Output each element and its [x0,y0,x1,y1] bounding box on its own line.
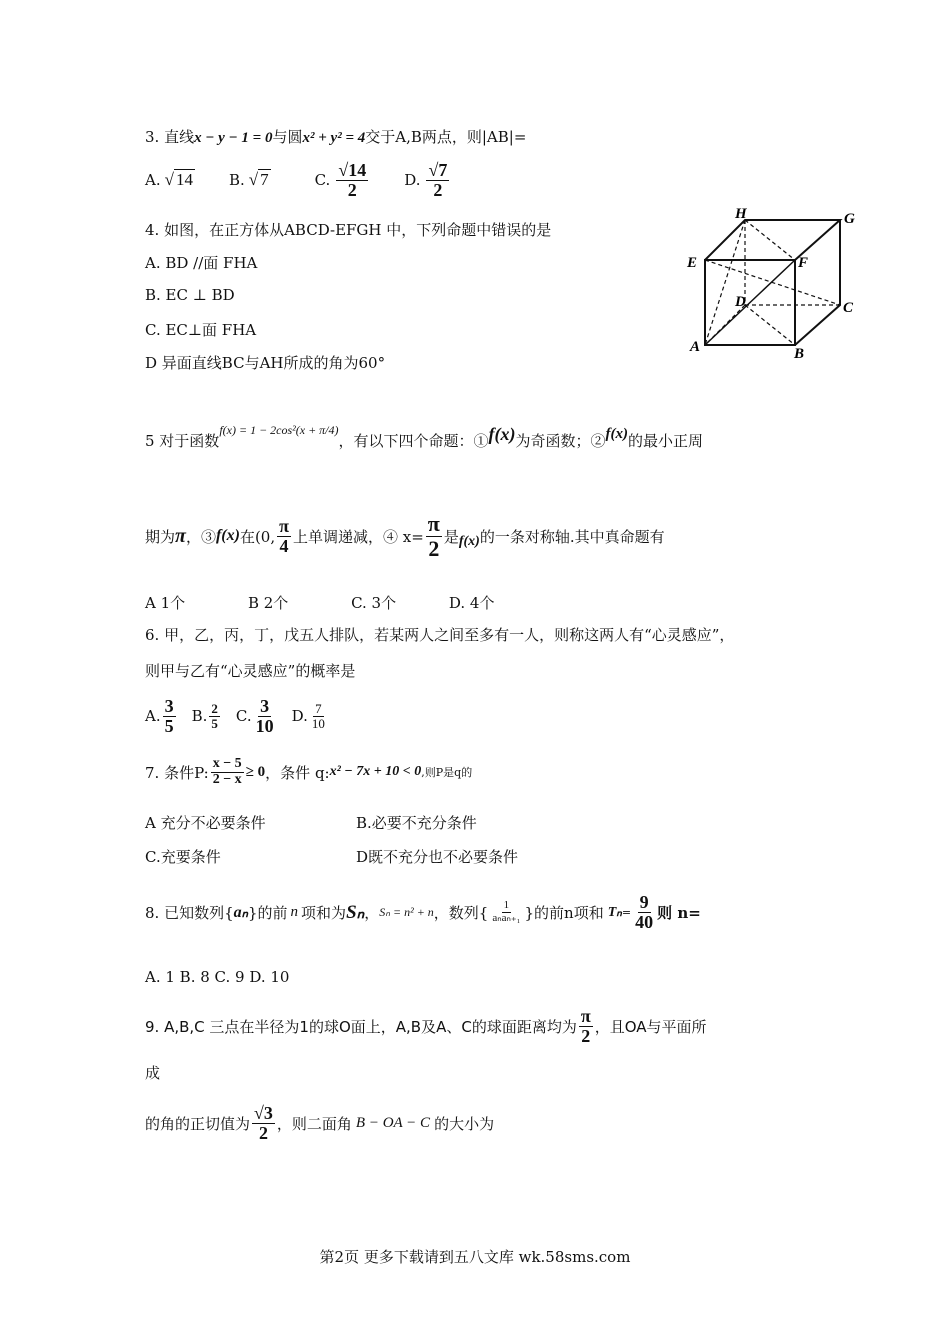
q7-opt-a: A 充分不必要条件 [145,814,266,832]
q6-stem-1: 6. 甲，乙，丙，丁，戊五人排队，若某两人之间至多有一人，则称这两人有“心灵感应”， [145,626,735,644]
q3-opt-a-value: √ 14 [164,170,193,189]
q7-stem: 7. 条件P: $\frac{x - 5}{2 - x}$ ≥ 0 ，条件 q: x² − 7x + 10 < 0 ,则P是q的 [145,755,473,787]
q8-series-fraction: $\frac{1}{\text{aₙaₙ₊₁}}$ [492,898,521,924]
q6-opt-c-fraction: $\frac{3}{10}$ [255,695,274,736]
cube-diagonal-db [745,305,795,345]
q5-line1: 5 对于函数 f(x) = 1 − 2cos²(x + π/4) ，有以下四个命题：① f(x) 为奇函数；② f(x) 的最小正周 [145,422,704,450]
cube-label-g: G [844,211,855,227]
cube-label-b: B [794,346,805,362]
q9-frac-pi-2: $\frac{\pi}{2}$ [580,1005,591,1046]
cube-top-face [705,220,840,260]
q5-options: A 1个 B 2个 C. 3个 D. 4个 [145,594,495,612]
q3-opt-c-fraction: $\frac{√14}{2}$ [338,159,367,200]
q9-line1: 9. A,B,C 三点在半径为1的球O面上，A,B及A、C的球面距离均为 $\frac{\pi}{2}$ ，且OA与平面所 [145,1005,707,1046]
q9-line2: 成 [145,1064,161,1082]
cube-diagonal-hf [745,220,795,260]
cube-label-e: E [687,255,698,271]
q5-frac-pi-2: $\frac{\pi}{2}$ [427,511,440,561]
q3-options: A. √ 14 B. √ 7 C. $\frac{√14}{2}$ D. $\frac{√7}{2}$ [145,159,448,200]
q8-stem: 8. 已知数列{ aₙ }的前 n 项和为 Sₙ ， Sₙ = n² + n ，数列{ $\frac{1}{\text{aₙaₙ₊₁}}$ }的前n项和 Tₙ = $\frac{9}{40}$ 则 n= [145,891,701,932]
q7-opt-b: B.必要不充分条件 [356,814,477,832]
q4-opt-b: B. EC ⊥ BD [145,286,235,304]
q7-opt-c: C.充要条件 [145,848,221,866]
q4-opt-d: D 异面直线BC与AH所成的角为60° [145,354,386,372]
q6-stem-2: 则甲与乙有“心灵感应”的概率是 [145,662,356,680]
q7-p-fraction: $\frac{x - 5}{2 - x}$ [212,755,242,787]
q4-stem: 4. 如图，在正方体从ABCD-EFGH 中，下列命题中错误的是 [145,221,552,239]
q5-frac-pi-4: $\frac{\pi}{4}$ [279,515,289,556]
q9-tan-fraction: $\frac{√3}{2}$ [254,1102,273,1143]
q6-options: A. $\frac{3}{5}$ B. $\frac{2}{5}$ C. $\frac{3}{10}$ D. $\frac{7}{10}$ [145,695,325,736]
q8-tn-fraction: $\frac{9}{40}$ [635,891,654,932]
cube-figure [680,205,865,365]
q4-opt-a: A. BD //面 FHA [145,254,258,272]
q6-opt-b-fraction: $\frac{2}{5}$ [211,700,218,731]
q4-opt-c: C. EC⊥面 FHA [145,321,257,339]
q3-opt-d-fraction: $\frac{√7}{2}$ [428,159,448,200]
q7-opt-d: D既不充分也不必要条件 [356,848,519,866]
q6-opt-d-fraction: $\frac{7}{10}$ [311,700,325,731]
q8-options: A. 1 B. 8 C. 9 D. 10 [145,968,290,986]
cube-label-a: A [690,339,701,355]
q6-opt-a-fraction: $\frac{3}{5}$ [164,695,174,736]
cube-label-f: F [798,255,809,271]
q9-line3: 的角的正切值为 $\frac{√3}{2}$ ，则二面角 B − OA − C 的大小为 [145,1102,495,1143]
q3-stem: 3. 直线x − y − 1 = 0与圆x² + y² = 4交于A,B两点，则|AB|= [145,128,527,146]
q5-line2: 期为 π ，③ f(x) 在(0, $\frac{\pi}{4}$ 上单调递减，④ x= $\frac{\pi}{2}$ 是 f(x) 的一条对称轴.其中真命题有 [145,511,665,561]
q3-opt-b-value: √ 7 [248,170,269,189]
page-footer: 第2页 更多下载请到五八文库 wk.58sms.com [319,1248,631,1266]
cube-label-c: C [843,300,854,316]
cube-label-h: H [735,206,747,222]
cube-label-d: D [735,294,746,310]
